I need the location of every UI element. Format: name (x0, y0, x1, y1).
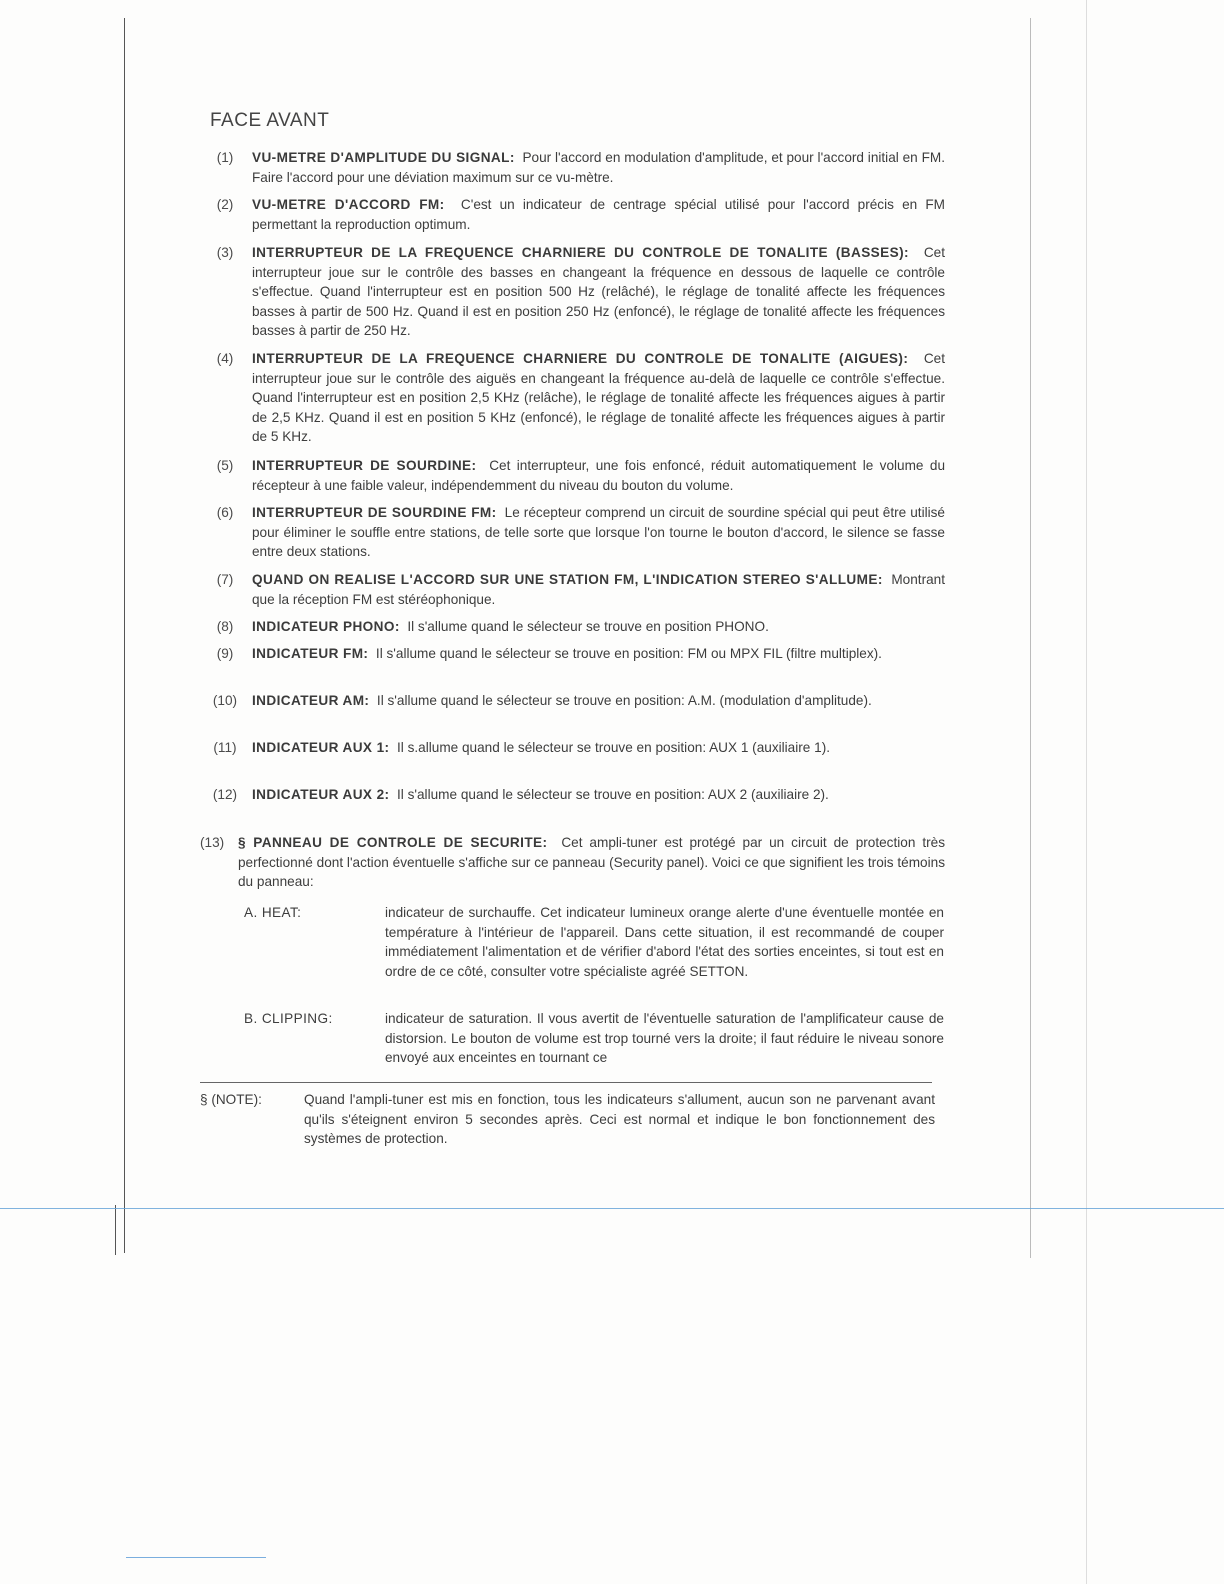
item-text: Cet interrupteur joue sur le contrôle des basses en changeant la fréquence en dessous de laquelle ce contrôle s'effectue. Quand l'interrupteur est en position 500 Hz (relâché), le réglage de tonalité affecte les fréquences basses à partir de 500 Hz. Quand il est en position 250 Hz (enfoncé), le réglage de tonalité affecte les fréquences basses à partir de 250 Hz. (252, 245, 945, 338)
item-number: (4) (216, 351, 234, 366)
item-heading: INTERRUPTEUR DE SOURDINE: (252, 458, 477, 473)
item-number: (7) (216, 572, 234, 587)
left-margin-line-lower (115, 1205, 116, 1255)
item-number: (12) (212, 787, 238, 802)
left-margin-line (124, 18, 125, 1253)
item-text: Cet interrupteur, une fois enfoncé, réduit automatiquement le volume du récepteur à une faible valeur, indépendemment du niveau du bouton du volume. (252, 458, 946, 493)
item-text: Il s'allume quand le sélecteur se trouve en position: AUX 2 (auxiliaire 2). (397, 787, 829, 802)
item-text: C'est un indicateur de centrage spécial utilisé pour l'accord précis en FM permettant la reproduction optimum. (252, 197, 945, 232)
item-heading: INTERRUPTEUR DE SOURDINE FM: (252, 505, 497, 520)
list-item-9 (200, 644, 945, 664)
item-heading: § PANNEAU DE CONTROLE DE SECURITE: (238, 835, 548, 850)
list-item-10 (200, 691, 945, 711)
item-number: (1) (216, 150, 234, 165)
sub-item-clipping (244, 1009, 944, 1068)
item-text: Il s'allume quand le sélecteur se trouve en position: A.M. (modulation d'amplitude). (376, 693, 872, 708)
list-item-3 (200, 243, 945, 341)
sub-item-label: A. HEAT: (244, 905, 302, 920)
list-item-8 (200, 617, 945, 637)
right-margin-line (1030, 18, 1031, 1258)
list-item-5 (200, 456, 945, 495)
list-item-11 (200, 738, 945, 758)
footnote-text: Quand l'ampli-tuner est mis en fonction, tous les indicateurs s'allument, aucun son ne parvenant avant qu'ils s'éteignent environ 5 secondes après. Ceci est normal et indique le bon fonctionnement des systèmes de protection. (304, 1092, 935, 1146)
footnote-divider (200, 1082, 932, 1083)
item-heading: INDICATEUR PHONO: (252, 619, 400, 634)
list-item-2 (200, 195, 945, 234)
item-number: (3) (216, 245, 234, 260)
item-heading: INDICATEUR AUX 1: (252, 740, 390, 755)
list-item-12 (200, 785, 945, 805)
item-heading: INDICATEUR AUX 2: (252, 787, 390, 802)
item-heading: INDICATEUR AM: (252, 693, 370, 708)
item-number: (8) (216, 619, 234, 634)
fold-line (0, 1208, 1224, 1209)
list-item-7 (200, 570, 945, 609)
footnote-label: § (NOTE): (200, 1092, 262, 1107)
list-item-13 (200, 833, 945, 892)
item-text: Il s.allume quand le sélecteur se trouve en position: AUX 1 (auxiliaire 1). (397, 740, 830, 755)
item-number: (5) (216, 458, 234, 473)
sub-item-text: indicateur de saturation. Il vous avertit de l'éventuelle saturation de l'amplificateur cause de distorsion. Le bouton de volume est trop tourné vers la droite; il faut réduire le niveau sonore envoyé aux enceintes en tournant ce (385, 1011, 944, 1065)
item-heading: VU-METRE D'ACCORD FM: (252, 197, 445, 212)
item-heading: INDICATEUR FM: (252, 646, 369, 661)
item-heading: VU-METRE D'AMPLITUDE DU SIGNAL: (252, 150, 515, 165)
list-item-1 (200, 148, 945, 187)
bottom-left-mark (126, 1557, 266, 1558)
item-text: Il s'allume quand le sélecteur se trouve en position PHONO. (407, 619, 769, 634)
right-edge-line (1086, 0, 1087, 1584)
item-text: Pour l'accord en modulation d'amplitude, et pour l'accord initial en FM. Faire l'accord pour une déviation maximum sur ce vu-mètre. (252, 150, 945, 185)
item-text: Le récepteur comprend un circuit de sourdine spécial qui peut être utilisé pour éliminer le souffle entre stations, de telle sorte que lorsque l'on tourne le bouton d'accord, le silence se fasse entre deux stations. (252, 505, 945, 559)
item-number: (2) (216, 197, 234, 212)
footnote (200, 1090, 935, 1149)
list-item-6 (200, 503, 945, 562)
item-text: Montrant que la réception FM est stéréophonique. (252, 572, 945, 607)
sub-item-heat (244, 903, 944, 981)
item-heading: INTERRUPTEUR DE LA FREQUENCE CHARNIERE DU CONTROLE DE TONALITE (BASSES): (252, 245, 909, 260)
item-heading: QUAND ON REALISE L'ACCORD SUR UNE STATION FM, L'INDICATION STEREO S'ALLUME: (252, 572, 883, 587)
item-text: Cet ampli-tuner est protégé par un circuit de protection très perfectionné dont l'action éventuelle s'affiche sur ce panneau (Security panel). Voici ce que signifient les trois témoins du panneau: (238, 835, 945, 889)
item-number: (6) (216, 505, 234, 520)
item-number: (11) (213, 740, 237, 755)
item-number: (13) (200, 835, 225, 850)
item-heading: INTERRUPTEUR DE LA FREQUENCE CHARNIERE DU CONTROLE DE TONALITE (AIGUES): (252, 351, 909, 366)
item-text: Il s'allume quand le sélecteur se trouve en position: FM ou MPX FIL (filtre multiplex). (375, 646, 882, 661)
item-number: (10) (212, 693, 238, 708)
item-number: (9) (216, 646, 234, 661)
item-text: Cet interrupteur joue sur le contrôle des aiguës en changeant la fréquence au-delà de laquelle ce contrôle s'effectue. Quand l'interrupteur est en position 2,5 KHz (relâche), le réglage de tonalité affecte les fréquences aigues à partir de 2,5 KHz. Quand il est en position 5 KHz (enfoncé), le réglage de tonalité affecte les fréquences aigues à partir de 5 KHz. (252, 351, 946, 444)
page-title: FACE AVANT (210, 110, 330, 131)
sub-item-text: indicateur de surchauffe. Cet indicateur lumineux orange alerte d'une éventuelle montée en température à l'intérieur de l'appareil. Dans cette situation, il est recommandé de couper immédiatement l'alimentation et de vérifier d'abord l'état des sorties enceintes, si tout est en ordre de ce côté, consulter votre spécialiste agréé SETTON. (385, 905, 944, 979)
list-item-4 (200, 349, 945, 447)
sub-item-label: B. CLIPPING: (244, 1011, 333, 1026)
